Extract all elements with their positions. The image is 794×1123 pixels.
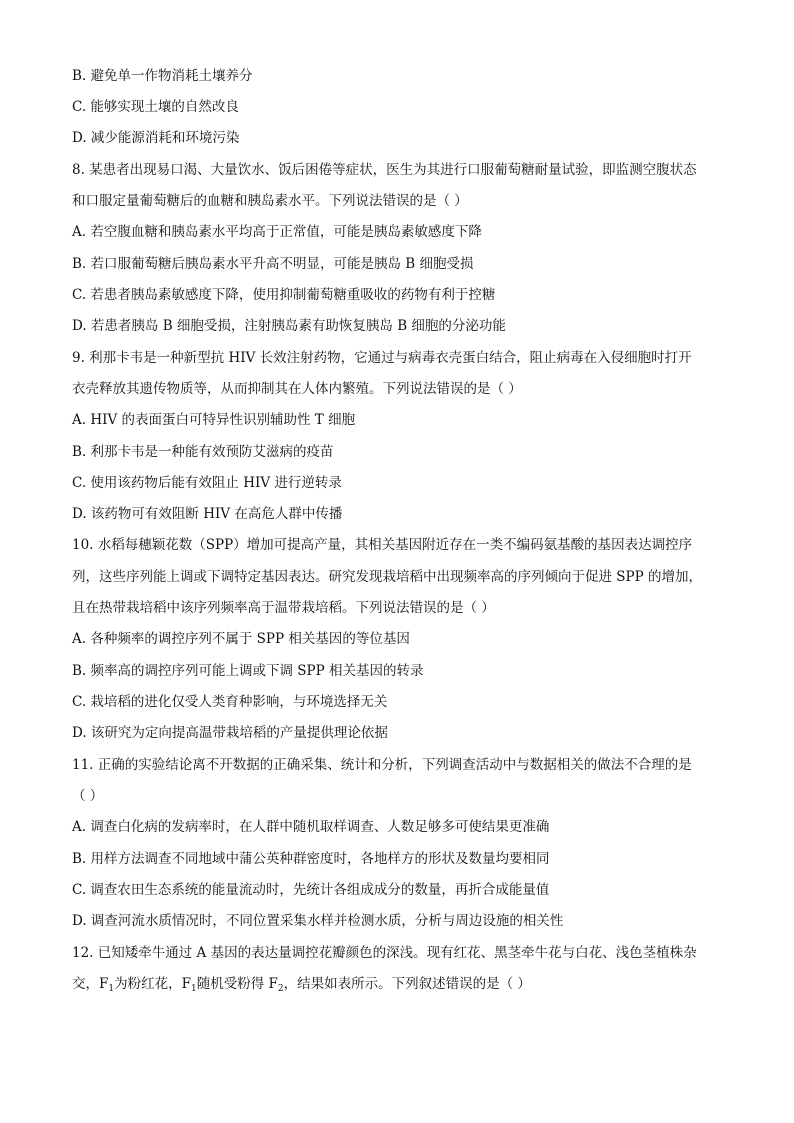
option-b-q8: B. 若口服葡萄糖后胰岛素水平升高不明显，可能是胰岛 B 细胞受损: [72, 256, 474, 272]
question-10-stem-line-3: 且在热带栽培稻中该序列频率高于温带栽培稻。下列说法错误的是（ ）: [72, 600, 495, 616]
q12-text-part-2: 为粉红花，F: [114, 976, 191, 992]
q12-subscript-1: 1: [108, 984, 115, 994]
question-9-stem-line-1: 9. 利那卡韦是一种新型抗 HIV 长效注射药物，它通过与病毒衣壳蛋白结合，阻止病毒在入侵细胞时打开: [72, 350, 692, 366]
option-c-q9: C. 使用该药物后能有效阻止 HIV 进行逆转录: [72, 475, 342, 491]
q12-text-part-4: ，结果如表所示。下列叙述错误的是（ ）: [283, 976, 531, 992]
q12-subscript-3: 2: [277, 984, 284, 994]
q12-text-part-3: 随机受粉得 F: [196, 976, 278, 992]
option-d-q10: D. 该研究为定向提高温带栽培稻的产量提供理论依据: [72, 725, 388, 741]
option-b-q9: B. 利那卡韦是一种能有效预防艾滋病的疫苗: [72, 444, 334, 460]
option-d-q11: D. 调查河流水质情况时，不同位置采集水样并检测水质，分析与周边设施的相关性: [72, 913, 564, 929]
q12-subscript-2: 1: [190, 984, 197, 994]
question-11-stem-line-2: （ ）: [72, 788, 104, 804]
option-a-q11: A. 调查白化病的发病率时，在人群中随机取样调查、人数足够多可使结果更准确: [72, 819, 550, 835]
option-b-q7: B. 避免单一作物消耗土壤养分: [72, 68, 253, 84]
question-12-stem-line-1: 12. 已知矮牵牛通过 A 基因的表达量调控花瓣颜色的深浅。现有红花、黑茎牵牛花与白花、浅色茎植株杂: [72, 945, 697, 961]
option-a-q10: A. 各种频率的调控序列不属于 SPP 相关基因的等位基因: [72, 631, 410, 647]
question-8-stem-line-2: 和口服定量葡萄糖后的血糖和胰岛素水平。下列说法错误的是（ ）: [72, 193, 468, 209]
option-d-q9: D. 该药物可有效阻断 HIV 在高危人群中传播: [72, 506, 343, 522]
option-a-q8: A. 若空腹血糖和胰岛素水平均高于正常值，可能是胰岛素敏感度下降: [72, 224, 482, 240]
option-c-q10: C. 栽培稻的进化仅受人类育种影响，与环境选择无关: [72, 694, 388, 710]
question-10-stem-line-2: 列，这些序列能上调或下调特定基因表达。研究发现栽培稻中出现频率高的序列倾向于促进 SPP 的增加，: [72, 569, 702, 585]
q12-text-part-1: 交，F: [72, 976, 109, 992]
option-a-q9: A. HIV 的表面蛋白可特异性识别辅助性 T 细胞: [72, 412, 356, 428]
question-12-stem-line-2: [72, 975, 732, 998]
question-11-stem-line-1: 11. 正确的实验结论离不开数据的正确采集、统计和分析，下列调查活动中与数据相关的做法不合理的是: [72, 757, 692, 773]
question-10-stem-line-1: 10. 水稻每穗颖花数（SPP）增加可提高产量，其相关基因附近存在一类不编码氨基酸的基因表达调控序: [72, 537, 693, 553]
option-b-q10: B. 频率高的调控序列可能上调或下调 SPP 相关基因的转录: [72, 663, 424, 679]
question-8-stem-line-1: 8. 某患者出现易口渴、大量饮水、饭后困倦等症状，医生为其进行口服葡萄糖耐量试验，即监测空腹状态: [72, 162, 697, 178]
option-c-q8: C. 若患者胰岛素敏感度下降，使用抑制葡萄糖重吸收的药物有利于控糖: [72, 287, 496, 303]
option-d-q7: D. 减少能源消耗和环境污染: [72, 130, 240, 146]
option-b-q11: B. 用样方法调查不同地域中蒲公英种群密度时，各地样方的形状及数量均要相同: [72, 851, 550, 867]
question-9-stem-line-2: 衣壳释放其遗传物质等，从而抑制其在人体内繁殖。下列说法错误的是（ ）: [72, 381, 522, 397]
option-d-q8: D. 若患者胰岛 B 细胞受损，注射胰岛素有助恢复胰岛 B 细胞的分泌功能: [72, 318, 506, 334]
option-c-q7: C. 能够实现土壤的自然改良: [72, 99, 239, 115]
option-c-q11: C. 调查农田生态系统的能量流动时，先统计各组成成分的数量，再折合成能量值: [72, 882, 550, 898]
